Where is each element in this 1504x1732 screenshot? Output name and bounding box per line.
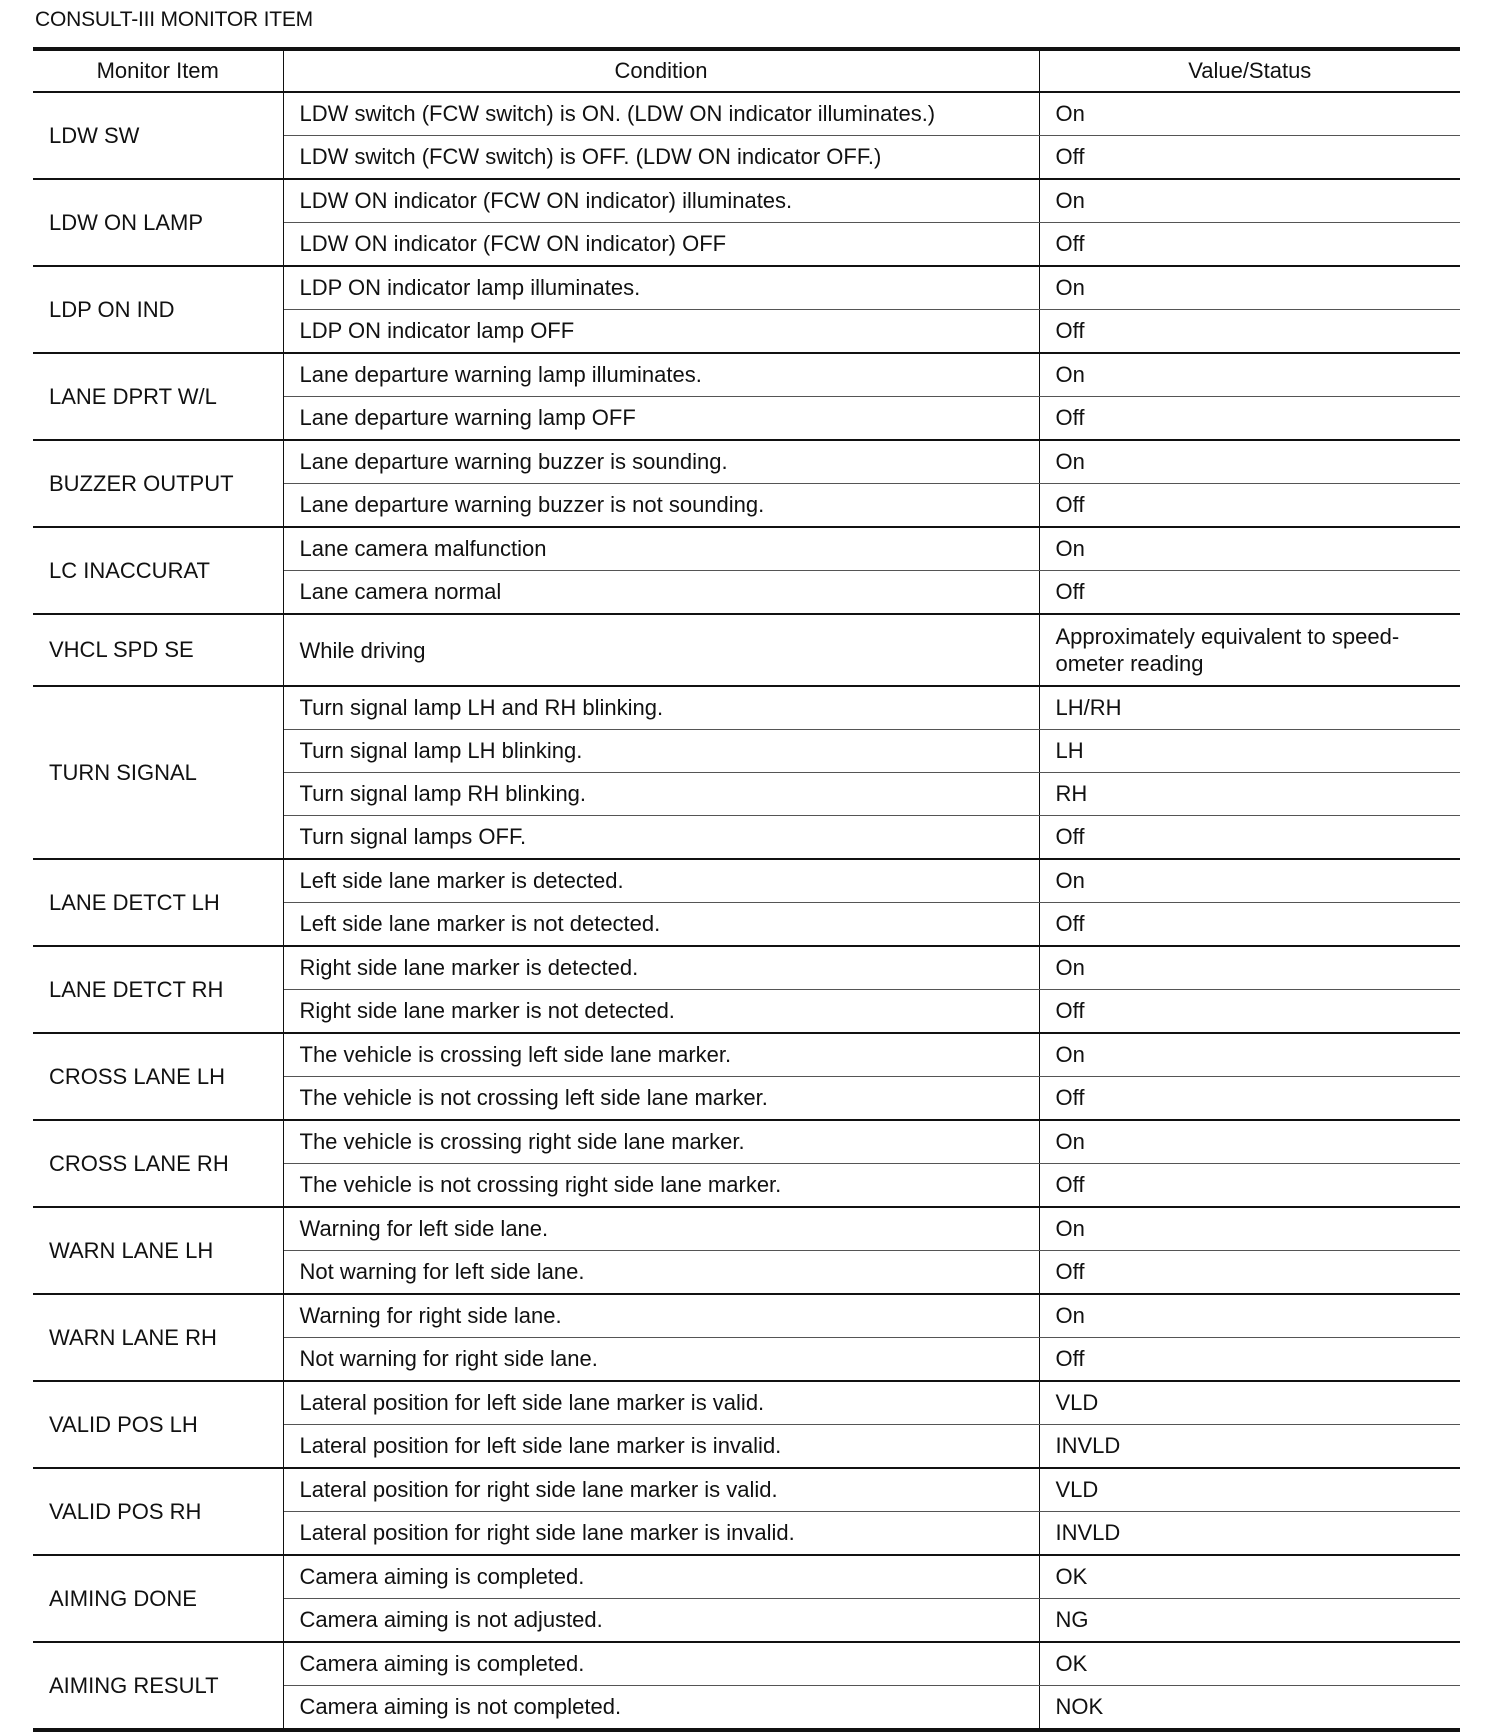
value-status-cell: Off bbox=[1039, 484, 1460, 528]
value-status-cell: VLD bbox=[1039, 1468, 1460, 1512]
condition-cell: Turn signal lamp RH blinking. bbox=[283, 773, 1039, 816]
condition-cell: Not warning for right side lane. bbox=[283, 1338, 1039, 1382]
monitor-item-cell: LDW SW bbox=[33, 92, 283, 179]
value-status-cell: On bbox=[1039, 1207, 1460, 1251]
condition-cell: Left side lane marker is detected. bbox=[283, 859, 1039, 903]
table-row bbox=[33, 179, 1460, 223]
value-status-cell: On bbox=[1039, 859, 1460, 903]
monitor-item-cell: CROSS LANE RH bbox=[33, 1120, 283, 1207]
condition-cell: The vehicle is crossing right side lane marker. bbox=[283, 1120, 1039, 1164]
monitor-item-cell: TURN SIGNAL bbox=[33, 686, 283, 859]
table-row bbox=[33, 1033, 1460, 1077]
monitor-item-cell: LC INACCURAT bbox=[33, 527, 283, 614]
monitor-item-cell: AIMING DONE bbox=[33, 1555, 283, 1642]
condition-cell: The vehicle is not crossing left side lane marker. bbox=[283, 1077, 1039, 1121]
table-row bbox=[33, 92, 1460, 136]
condition-cell: Lane departure warning buzzer is not sounding. bbox=[283, 484, 1039, 528]
condition-cell: Lateral position for right side lane marker is valid. bbox=[283, 1468, 1039, 1512]
value-status-cell: OK bbox=[1039, 1642, 1460, 1686]
condition-cell: Lane departure warning buzzer is sounding. bbox=[283, 440, 1039, 484]
table-row bbox=[33, 1642, 1460, 1686]
table-row bbox=[33, 859, 1460, 903]
condition-cell: LDW ON indicator (FCW ON indicator) OFF bbox=[283, 223, 1039, 267]
condition-cell: Turn signal lamp LH blinking. bbox=[283, 730, 1039, 773]
table-row bbox=[33, 1381, 1460, 1425]
value-status-cell: Off bbox=[1039, 1164, 1460, 1208]
monitor-item-cell: LANE DETCT LH bbox=[33, 859, 283, 946]
condition-cell: Warning for right side lane. bbox=[283, 1294, 1039, 1338]
condition-cell: Lane camera malfunction bbox=[283, 527, 1039, 571]
monitor-item-cell: LDP ON IND bbox=[33, 266, 283, 353]
condition-cell: Not warning for left side lane. bbox=[283, 1251, 1039, 1295]
header-condition: Condition bbox=[283, 49, 1039, 92]
value-status-cell: Approximately equivalent to speed-ometer reading bbox=[1039, 614, 1460, 686]
table-row bbox=[33, 1120, 1460, 1164]
condition-cell: LDP ON indicator lamp illuminates. bbox=[283, 266, 1039, 310]
header-row bbox=[33, 49, 1460, 92]
condition-cell: The vehicle is crossing left side lane marker. bbox=[283, 1033, 1039, 1077]
table-row bbox=[33, 1468, 1460, 1512]
condition-cell: Lateral position for left side lane marker is valid. bbox=[283, 1381, 1039, 1425]
monitor-item-cell: LANE DETCT RH bbox=[33, 946, 283, 1033]
monitor-item-cell: LANE DPRT W/L bbox=[33, 353, 283, 440]
value-status-cell: Off bbox=[1039, 310, 1460, 354]
condition-cell: Turn signal lamps OFF. bbox=[283, 816, 1039, 860]
header-monitor-item: Monitor Item bbox=[33, 49, 283, 92]
condition-cell: Lane departure warning lamp OFF bbox=[283, 397, 1039, 441]
condition-cell: Lane camera normal bbox=[283, 571, 1039, 615]
value-status-cell: Off bbox=[1039, 571, 1460, 615]
value-status-cell: On bbox=[1039, 946, 1460, 990]
table-row bbox=[33, 1207, 1460, 1251]
value-status-cell: Off bbox=[1039, 903, 1460, 947]
value-status-cell: On bbox=[1039, 266, 1460, 310]
monitor-item-cell: VALID POS RH bbox=[33, 1468, 283, 1555]
monitor-item-cell: CROSS LANE LH bbox=[33, 1033, 283, 1120]
value-status-cell: Off bbox=[1039, 990, 1460, 1034]
monitor-item-cell: BUZZER OUTPUT bbox=[33, 440, 283, 527]
condition-cell: Camera aiming is not adjusted. bbox=[283, 1599, 1039, 1643]
condition-cell: LDW switch (FCW switch) is OFF. (LDW ON indicator OFF.) bbox=[283, 136, 1039, 180]
condition-cell: Left side lane marker is not detected. bbox=[283, 903, 1039, 947]
header-value-status: Value/Status bbox=[1039, 49, 1460, 92]
monitor-item-cell: WARN LANE RH bbox=[33, 1294, 283, 1381]
condition-cell: Warning for left side lane. bbox=[283, 1207, 1039, 1251]
value-status-cell: On bbox=[1039, 1294, 1460, 1338]
monitor-item-cell: AIMING RESULT bbox=[33, 1642, 283, 1730]
condition-cell: LDW switch (FCW switch) is ON. (LDW ON indicator illuminates.) bbox=[283, 92, 1039, 136]
value-status-cell: Off bbox=[1039, 397, 1460, 441]
document-title: CONSULT-III MONITOR ITEM bbox=[35, 8, 313, 31]
table-row bbox=[33, 527, 1460, 571]
condition-cell: Turn signal lamp LH and RH blinking. bbox=[283, 686, 1039, 730]
condition-cell: While driving bbox=[283, 614, 1039, 686]
value-status-cell: On bbox=[1039, 1120, 1460, 1164]
table-row bbox=[33, 266, 1460, 310]
condition-cell: Right side lane marker is not detected. bbox=[283, 990, 1039, 1034]
value-status-cell: On bbox=[1039, 1033, 1460, 1077]
value-status-cell: LH bbox=[1039, 730, 1460, 773]
monitor-item-cell: VHCL SPD SE bbox=[33, 614, 283, 686]
table-row bbox=[33, 440, 1460, 484]
condition-cell: Camera aiming is completed. bbox=[283, 1642, 1039, 1686]
value-status-cell: Off bbox=[1039, 136, 1460, 180]
condition-cell: Lane departure warning lamp illuminates. bbox=[283, 353, 1039, 397]
value-status-cell: VLD bbox=[1039, 1381, 1460, 1425]
value-status-cell: On bbox=[1039, 440, 1460, 484]
value-status-cell: OK bbox=[1039, 1555, 1460, 1599]
table-row bbox=[33, 686, 1460, 730]
value-status-cell: INVLD bbox=[1039, 1425, 1460, 1469]
value-status-cell: On bbox=[1039, 92, 1460, 136]
value-status-cell: RH bbox=[1039, 773, 1460, 816]
table-row bbox=[33, 614, 1460, 686]
monitor-item-cell: LDW ON LAMP bbox=[33, 179, 283, 266]
condition-cell: Camera aiming is not completed. bbox=[299, 1694, 622, 1719]
table-row bbox=[33, 1294, 1460, 1338]
value-status-cell: NG bbox=[1039, 1599, 1460, 1643]
table-row bbox=[33, 946, 1460, 990]
value-status-cell: On bbox=[1039, 353, 1460, 397]
value-status-cell: NOK bbox=[1039, 1686, 1460, 1731]
monitor-item-table bbox=[33, 47, 1460, 1732]
condition-cell: Camera aiming is completed. bbox=[283, 1555, 1039, 1599]
table-body bbox=[33, 92, 1460, 1730]
value-status-cell: INVLD bbox=[1039, 1512, 1460, 1556]
table-row bbox=[33, 1555, 1460, 1599]
monitor-item-cell: WARN LANE LH bbox=[33, 1207, 283, 1294]
condition-cell: Right side lane marker is detected. bbox=[283, 946, 1039, 990]
monitor-item-cell: VALID POS LH bbox=[33, 1381, 283, 1468]
value-status-cell: On bbox=[1039, 527, 1460, 571]
condition-cell: LDW ON indicator (FCW ON indicator) illuminates. bbox=[283, 179, 1039, 223]
value-status-cell: Off bbox=[1039, 1077, 1460, 1121]
value-status-cell: On bbox=[1039, 179, 1460, 223]
value-status-cell: Off bbox=[1039, 816, 1460, 860]
condition-cell: LDP ON indicator lamp OFF bbox=[283, 310, 1039, 354]
value-status-cell: Off bbox=[1039, 1251, 1460, 1295]
condition-cell: Lateral position for left side lane marker is invalid. bbox=[283, 1425, 1039, 1469]
table-row bbox=[33, 353, 1460, 397]
value-status-cell: LH/RH bbox=[1039, 686, 1460, 730]
value-status-cell: Off bbox=[1039, 1338, 1460, 1382]
condition-cell: The vehicle is not crossing right side lane marker. bbox=[283, 1164, 1039, 1208]
condition-cell: Lateral position for right side lane marker is invalid. bbox=[283, 1512, 1039, 1556]
value-status-cell: Off bbox=[1039, 223, 1460, 267]
